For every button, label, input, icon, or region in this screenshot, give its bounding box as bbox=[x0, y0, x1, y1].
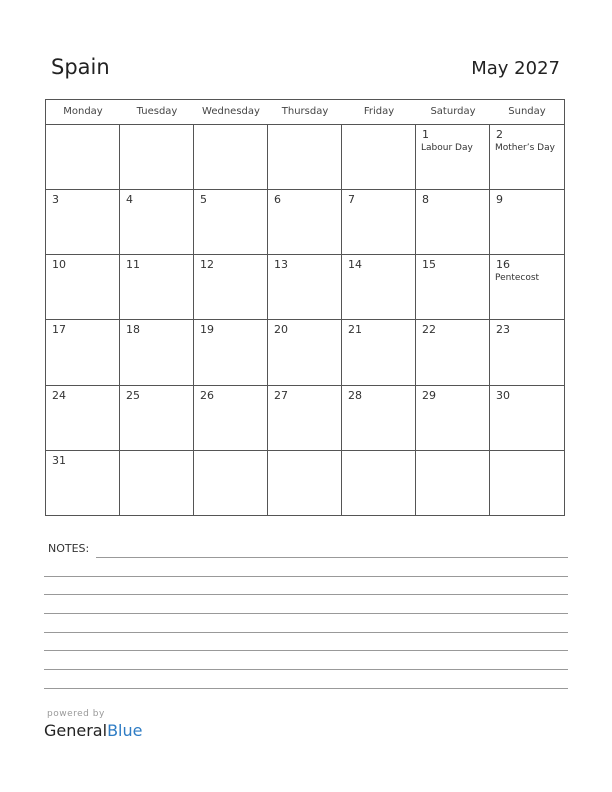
weeks-grid bbox=[46, 125, 564, 516]
day-cell bbox=[120, 386, 194, 451]
weekday-saturday: Saturday bbox=[430, 106, 476, 117]
day-cell bbox=[194, 320, 268, 385]
note-line bbox=[96, 557, 568, 558]
day-cell bbox=[268, 190, 342, 255]
note-line bbox=[44, 669, 568, 670]
weekday-friday: Friday bbox=[363, 106, 395, 117]
day-number: 26 bbox=[200, 388, 214, 402]
note-line bbox=[44, 688, 568, 689]
day-cell bbox=[268, 386, 342, 451]
day-number: 25 bbox=[126, 388, 140, 402]
day-cell bbox=[120, 125, 194, 190]
day-number: 2 bbox=[496, 128, 503, 141]
day-number: 19 bbox=[200, 323, 214, 337]
weekday-thursday: Thursday bbox=[281, 106, 329, 117]
country-title: Spain bbox=[51, 55, 110, 79]
day-cell bbox=[416, 320, 490, 385]
powered-by-text: powered by bbox=[47, 709, 105, 719]
day-cell bbox=[490, 386, 564, 451]
day-cell bbox=[342, 190, 416, 255]
day-number: 31 bbox=[52, 453, 66, 467]
weekday-wednesday: Wednesday bbox=[202, 106, 260, 117]
day-cell bbox=[120, 451, 194, 516]
day-cell bbox=[194, 190, 268, 255]
day-number: 23 bbox=[496, 323, 510, 337]
day-number: 30 bbox=[496, 388, 510, 402]
calendar-grid bbox=[45, 99, 565, 516]
notes-label: NOTES: bbox=[48, 542, 90, 555]
day-cell bbox=[120, 320, 194, 385]
day-number: 27 bbox=[274, 388, 288, 402]
day-number: 7 bbox=[348, 193, 355, 207]
day-cell bbox=[120, 190, 194, 255]
day-number: 10 bbox=[52, 258, 66, 272]
day-cell bbox=[46, 386, 120, 451]
day-cell bbox=[416, 386, 490, 451]
day-cell bbox=[194, 386, 268, 451]
day-number: 28 bbox=[348, 388, 362, 402]
day-number: 9 bbox=[496, 193, 503, 207]
day-cell bbox=[416, 125, 490, 190]
holiday-label: Pentecost bbox=[495, 273, 540, 284]
day-number: 4 bbox=[126, 193, 133, 207]
day-cell bbox=[194, 255, 268, 320]
day-cell bbox=[342, 125, 416, 190]
weekday-monday: Monday bbox=[63, 106, 103, 117]
note-line bbox=[44, 613, 568, 614]
day-number: 11 bbox=[126, 258, 140, 272]
day-cell bbox=[416, 255, 490, 320]
day-cell bbox=[194, 125, 268, 190]
day-cell bbox=[416, 190, 490, 255]
holiday-label: Mother’s Day bbox=[495, 143, 555, 153]
day-cell bbox=[416, 451, 490, 516]
day-number: 16 bbox=[496, 258, 510, 272]
day-cell bbox=[46, 125, 120, 190]
note-line bbox=[44, 650, 568, 651]
day-number: 17 bbox=[52, 323, 66, 337]
day-number: 5 bbox=[200, 193, 207, 207]
day-cell bbox=[194, 451, 268, 516]
day-cell bbox=[46, 320, 120, 385]
day-number: 29 bbox=[422, 388, 436, 402]
day-cell bbox=[268, 451, 342, 516]
day-number: 20 bbox=[274, 323, 288, 337]
note-line bbox=[44, 594, 568, 595]
day-number: 13 bbox=[274, 258, 288, 272]
brand-blue: Blue bbox=[107, 721, 143, 740]
weekday-sunday: Sunday bbox=[508, 106, 546, 117]
day-cell bbox=[46, 255, 120, 320]
brand-general: General bbox=[44, 721, 108, 740]
day-cell bbox=[490, 190, 564, 255]
day-cell bbox=[120, 255, 194, 320]
day-cell bbox=[46, 190, 120, 255]
generalblue-logo[interactable] bbox=[44, 721, 142, 740]
day-cell bbox=[342, 320, 416, 385]
day-cell bbox=[490, 255, 564, 320]
day-cell bbox=[490, 451, 564, 516]
day-number: 18 bbox=[126, 323, 140, 337]
holiday-label: Labour Day bbox=[421, 143, 473, 153]
day-cell bbox=[490, 125, 564, 190]
day-cell bbox=[268, 125, 342, 190]
day-cell bbox=[46, 451, 120, 516]
day-number: 8 bbox=[422, 193, 429, 207]
day-number: 1 bbox=[422, 128, 429, 141]
weekday-header bbox=[46, 100, 564, 125]
day-number: 14 bbox=[348, 258, 362, 272]
month-title: May 2027 bbox=[471, 58, 560, 79]
day-number: 3 bbox=[52, 193, 59, 207]
day-number: 6 bbox=[274, 193, 281, 207]
day-cell bbox=[268, 255, 342, 320]
day-number: 22 bbox=[422, 323, 436, 337]
day-number: 15 bbox=[422, 258, 436, 272]
day-number: 12 bbox=[200, 258, 214, 272]
note-line bbox=[44, 576, 568, 577]
day-number: 21 bbox=[348, 323, 362, 337]
day-cell bbox=[342, 451, 416, 516]
note-line bbox=[44, 632, 568, 633]
day-cell bbox=[342, 386, 416, 451]
day-cell bbox=[342, 255, 416, 320]
day-cell bbox=[490, 320, 564, 385]
day-number: 24 bbox=[52, 388, 66, 402]
day-cell bbox=[268, 320, 342, 385]
weekday-tuesday: Tuesday bbox=[136, 106, 178, 117]
